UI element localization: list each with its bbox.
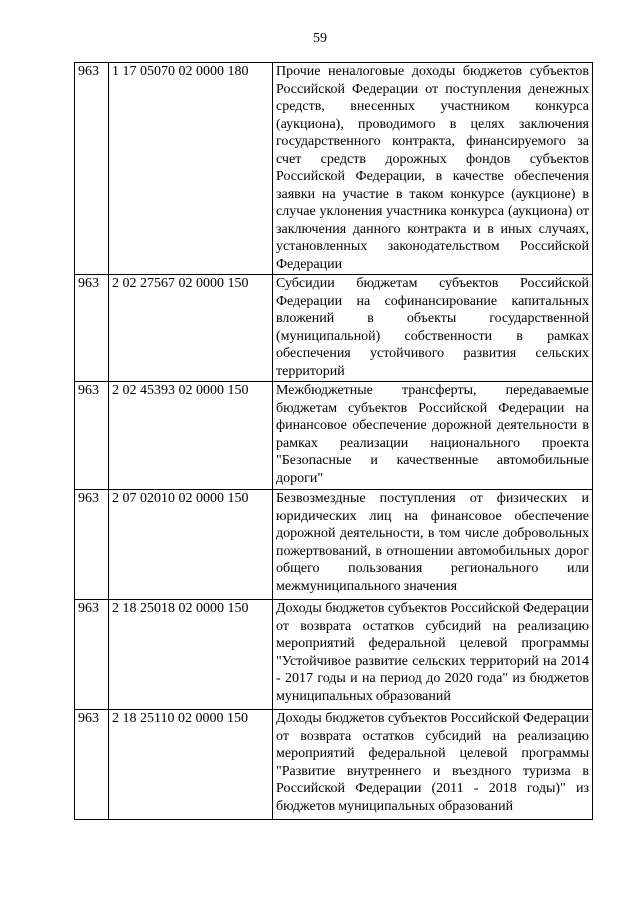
description-cell: Субсидии бюджетам субъектов Российской Федерации на софинансирование капитальных вложений в объекты государственной (муниципальной) собственности в рамках обеспечения устойчивого развития сельских территорий xyxy=(273,275,593,382)
table-row xyxy=(75,382,593,490)
admin-code-cell: 963 xyxy=(75,490,109,600)
description-cell: Доходы бюджетов субъектов Российской Федерации от возврата остатков субсидий на реализацию мероприятий федеральной целевой программы "Развитие внутреннего и въездного туризма в Российской Федерации (2011 - 2018 годы)" из бюджетов муниципальных образований xyxy=(273,710,593,820)
description-cell: Доходы бюджетов субъектов Российской Федерации от возврата остатков субсидий на реализацию мероприятий федеральной целевой программы "Устойчивое развитие сельских территорий на 2014 - 2017 годы и на период до 2020 года" из бюджетов муниципальных образований xyxy=(273,600,593,710)
revenue-codes-table xyxy=(74,62,593,820)
description-cell: Межбюджетные трансферты, передаваемые бюджетам субъектов Российской Федерации на финансовое обеспечение дорожной деятельности в рамках реализации национального проекта "Безопасные и качественные автомобильные дороги" xyxy=(273,382,593,490)
revenue-code-cell: 2 18 25018 02 0000 150 xyxy=(109,600,273,710)
revenue-code-cell: 2 02 45393 02 0000 150 xyxy=(109,382,273,490)
admin-code-cell: 963 xyxy=(75,382,109,490)
table-row xyxy=(75,275,593,382)
admin-code-cell: 963 xyxy=(75,63,109,275)
description-cell: Прочие неналоговые доходы бюджетов субъектов Российской Федерации от поступления денежных средств, внесенных участником конкурса (аукциона), проводимого в целях заключения государственного контракта, финансируемого за счет средств дорожных фондов субъектов Российской Федерации, в качестве обеспечения заявки на участие в таком конкурсе (аукционе) в случае уклонения участника конкурса (аукциона) от заключения данного контракта и в иных случаях, установленных законодательством Российской Федерации xyxy=(273,63,593,275)
table-row xyxy=(75,600,593,710)
admin-code-cell: 963 xyxy=(75,710,109,820)
description-cell: Безвозмездные поступления от физических и юридических лиц на финансовое обеспечение дорожной деятельности, в том числе добровольных пожертвований, в отношении автомобильных дорог общего пользования регионального или межмуниципального значения xyxy=(273,490,593,600)
revenue-code-cell: 1 17 05070 02 0000 180 xyxy=(109,63,273,275)
admin-code-cell: 963 xyxy=(75,275,109,382)
table-row xyxy=(75,63,593,275)
table-row xyxy=(75,490,593,600)
revenue-code-cell: 2 02 27567 02 0000 150 xyxy=(109,275,273,382)
revenue-code-cell: 2 18 25110 02 0000 150 xyxy=(109,710,273,820)
revenue-code-cell: 2 07 02010 02 0000 150 xyxy=(109,490,273,600)
page-number: 59 xyxy=(313,31,327,46)
table-row xyxy=(75,710,593,820)
admin-code-cell: 963 xyxy=(75,600,109,710)
